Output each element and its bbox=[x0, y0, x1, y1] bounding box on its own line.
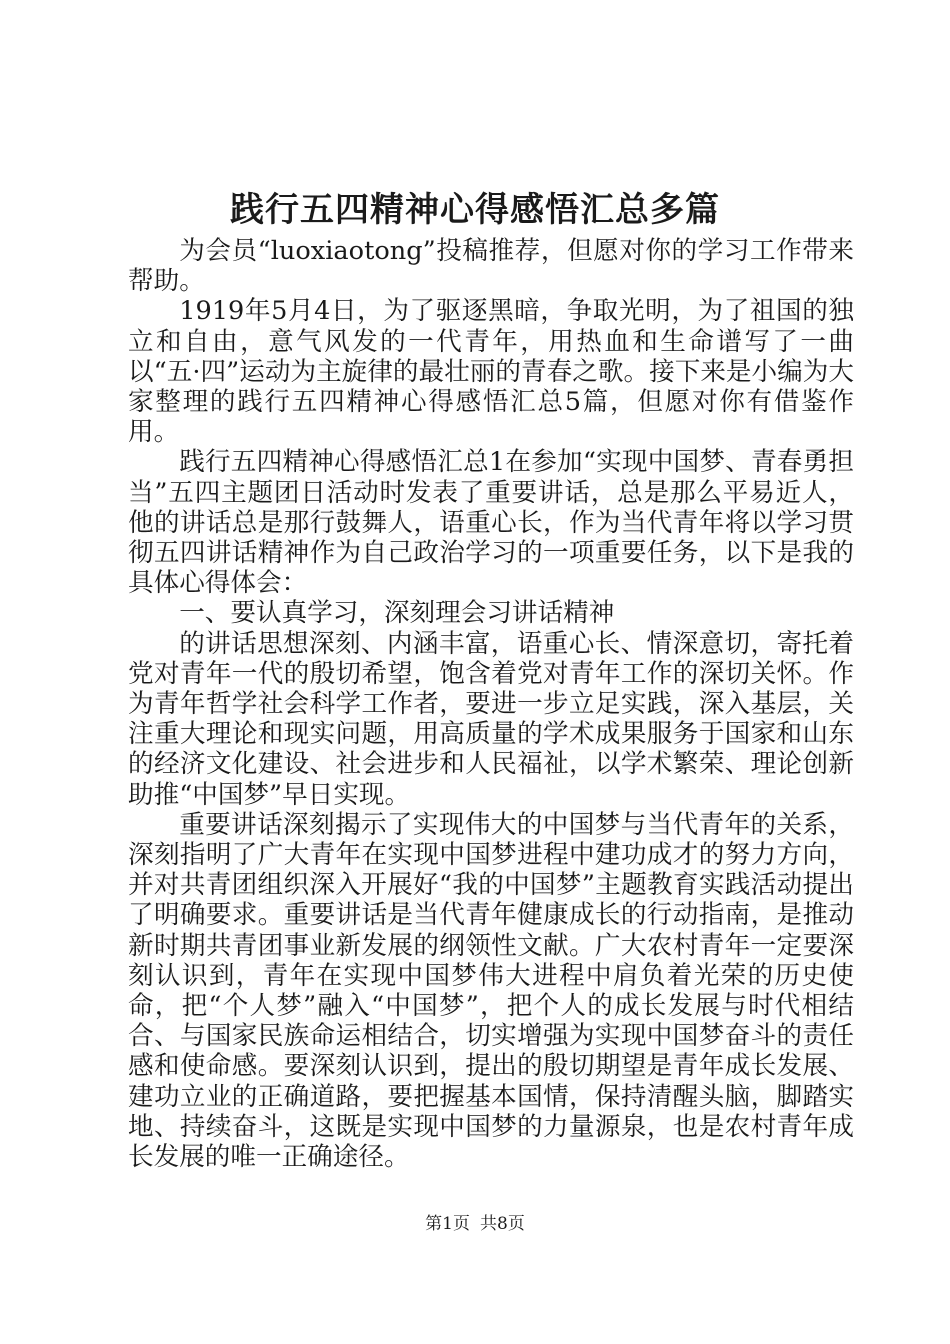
paragraph-speech: 的讲话思想深刻、内涵丰富，语重心长、情深意切，寄托着党对青年一代的殷切希望，饱含着党对青年工作的深切关怀。作为青年哲学社会科学工作者，要进一步立足实践，深入基层，关注重大理论和现实问题，用高质量的学术成果服务于国家和山东的经济文化建设、社会进步和人民福祉，以学术繁荣、理论创新助推“中国梦”早日实现。 bbox=[128, 628, 854, 810]
paragraph-history: 1919年5月4日，为了驱逐黑暗，争取光明，为了祖国的独立和自由，意气风发的一代青年，用热血和生命谱写了一曲以“五·四”运动为主旋律的最壮丽的青春之歌。接下来是小编为大家整理的践行五四精神心得感悟汇总5篇，但愿对你有借鉴作用。 bbox=[128, 296, 854, 448]
document-title: 践行五四精神心得感悟汇总多篇 bbox=[230, 190, 720, 230]
page-number: 第1页 bbox=[425, 1214, 470, 1234]
paragraph-summary-1: 践行五四精神心得感悟汇总1在参加“实现中国梦、青春勇担当”五四主题团日活动时发表了重要讲话，总是那么平易近人，他的讲话总是那行鼓舞人，语重心长，作为当代青年将以学习贯彻五四讲话精神作为自己政治学习的一项重要任务，以下是我的具体心得体会： bbox=[128, 447, 854, 599]
paragraph-intro: 为会员“luoxiaotong”投稿推荐，但愿对你的学习工作带来帮助。 bbox=[128, 236, 854, 297]
page-footer bbox=[0, 1212, 950, 1236]
document-body bbox=[128, 236, 854, 1172]
paragraph-youth: 重要讲话深刻揭示了实现伟大的中国梦与当代青年的关系，深刻指明了广大青年在实现中国梦进程中建功成才的努力方向，并对共青团组织深入开展好“我的中国梦”主题教育实践活动提出了明确要求。重要讲话是当代青年健康成长的行动指南，是推动新时期共青团事业新发展的纲领性文献。广大农村青年一定要深刻认识到，青年在实现中国梦伟大进程中肩负着光荣的历史使命，把“个人梦”融入“中国梦”，把个人的成长发展与时代相结合、与国家民族命运相结合，切实增强为实现中国梦奋斗的责任感和使命感。要深刻认识到，提出的殷切期望是青年成长发展、建功立业的正确道路，要把握基本国情，保持清醒头脑，脚踏实地、持续奋斗，这既是实现中国梦的力量源泉，也是农村青年成长发展的唯一正确途径。 bbox=[128, 809, 854, 1173]
page-total: 共8页 bbox=[480, 1214, 525, 1234]
section-heading: 一、要认真学习，深刻理会习讲话精神 bbox=[179, 598, 615, 629]
